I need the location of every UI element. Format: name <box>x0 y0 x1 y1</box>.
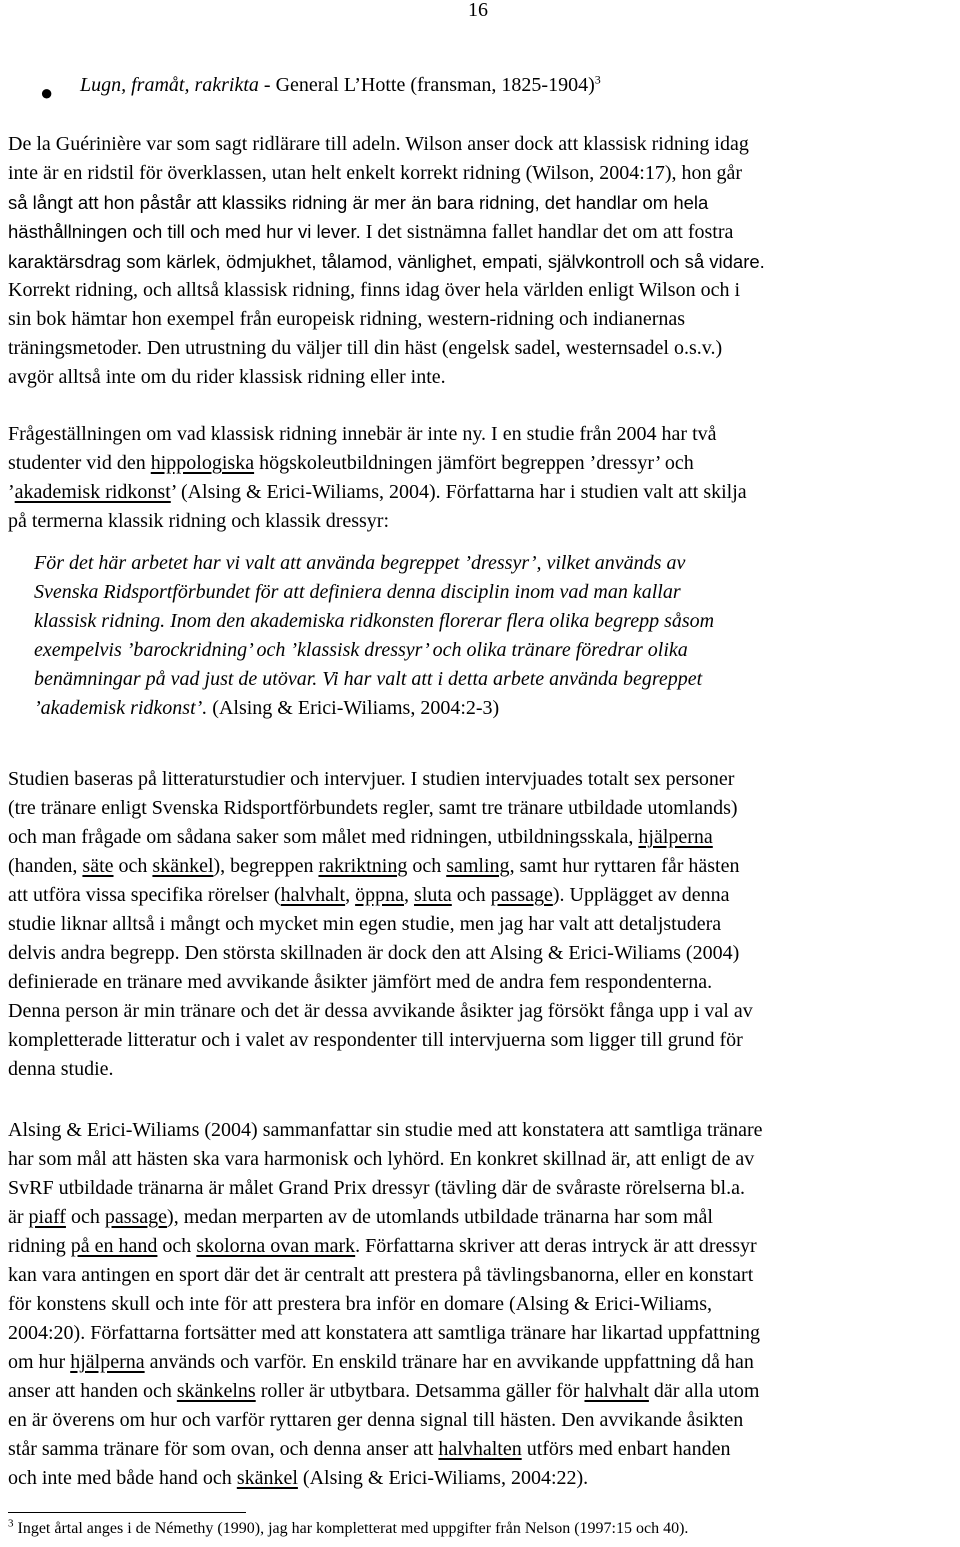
text-span: , <box>404 884 414 906</box>
text-line: på termerna klassik ridning och klassik dressyr: <box>8 510 390 532</box>
bullet-item <box>80 72 940 98</box>
text-span: . Författarna skriver att deras intryck är att dressyr <box>355 1235 757 1257</box>
page-number: 16 <box>468 0 488 21</box>
term-skankelns[interactable]: skänkelns <box>176 1380 256 1402</box>
text-span: I det sistnämna fallet handlar det om att fostra <box>360 221 734 243</box>
text-span: ), begreppen <box>213 855 319 877</box>
text-line: De la Guérinière var som sagt ridlärare till adeln. Wilson anser dock att klassisk ridning idag <box>8 133 749 155</box>
text-span: Frågeställningen om vad klassisk ridning innebär är inte ny. <box>8 423 487 445</box>
text-line: en är överens om hur och varför ryttaren ger denna signal till hästen. Den avvikande åsikten <box>8 1409 744 1431</box>
text-span: och <box>157 1235 197 1257</box>
text-line: Studien baseras på litteraturstudier och intervjuer. I studien intervjuades totalt sex personer <box>8 768 735 790</box>
block-quote <box>34 549 934 723</box>
quote-line: benämningar på vad just de utövar. Vi har valt att i detta arbete använda begreppet <box>34 668 703 690</box>
text-span: (handen, <box>8 855 83 877</box>
text-span: och man frågade om sådana saker som målet med ridningen, utbildningsskala, <box>8 826 639 848</box>
bullet-text: - General L’Hotte (fransman, 1825-1904) <box>258 74 595 96</box>
footnote <box>8 1518 952 1540</box>
text-span: anser att handen och <box>8 1380 177 1402</box>
term-passage[interactable]: passage <box>490 884 553 906</box>
text-line: kompletterade litteratur och i valet av respondenter till intervjuerna som ligger till grund för <box>8 1029 743 1051</box>
quote-line: För det här arbetet har vi valt att använda begreppet ’dressyr’, vilket används av <box>34 552 686 574</box>
text-line: så långt att hon påstår att klassiks ridning är mer än bara ridning, det handlar om hela <box>8 192 709 213</box>
text-span: studenter vid den <box>8 452 151 474</box>
text-span: ’ (Alsing & Erici-Wiliams, 2004). Författarna har i studien valt att skilja <box>170 481 747 503</box>
bullet-italic-text: Lugn, framåt, rakrikta <box>80 74 259 96</box>
text-span: och <box>451 884 491 906</box>
term-akademisk-ridkonst[interactable]: akademisk ridkonst <box>14 481 171 503</box>
term-skankel[interactable]: skänkel <box>152 855 214 877</box>
text-line: har som mål att hästen ska vara harmonisk och lyhörd. En konkret skillnad är, att enligt de av <box>8 1148 755 1170</box>
text-line: hästhållningen och till och med hur vi lever. <box>8 221 361 242</box>
text-span: och <box>113 855 153 877</box>
quote-line: klassisk ridning. Inom den akademiska ridkonsten florerar flera olika begrepp såsom <box>34 610 715 632</box>
term-sate[interactable]: säte <box>82 855 114 877</box>
text-span: utförs med enbart handen <box>521 1438 731 1460</box>
term-samling[interactable]: samling <box>446 855 510 877</box>
text-span: ridning <box>8 1235 71 1257</box>
text-span: , samt hur ryttaren får hästen <box>509 855 740 877</box>
text-span: (Alsing & Erici-Wiliams, 2004:22). <box>297 1467 589 1489</box>
paragraph-3 <box>8 765 952 1084</box>
text-line: sin bok hämtar hon exempel från europeisk ridning, western-ridning och indianernas <box>8 308 686 330</box>
text-span: I en studie från 2004 har två <box>486 423 717 445</box>
text-span: och inte med både hand och <box>8 1467 237 1489</box>
paragraph-1 <box>8 130 952 392</box>
footnote-number: 3 <box>8 1517 14 1530</box>
term-skolorna-ovan-mark[interactable]: skolorna ovan mark <box>196 1235 356 1257</box>
text-line: denna studie. <box>8 1058 114 1080</box>
quote-line: exempelvis ’barockridning’ och ’klassisk dressyr’ och olika tränare föredrar olika <box>34 639 688 661</box>
text-line: kan vara antingen en sport där det är centralt att prestera på tävlingsbanorna, eller en konstart <box>8 1264 754 1286</box>
footnote-text: Inget årtal anges i de Némethy (1990), jag har kompletterat med uppgifter från Nelson (1997:15 och 40). <box>13 1520 689 1537</box>
footnote-ref: 3 <box>594 72 601 87</box>
text-span: står samma tränare för som ovan, och denna anser att <box>8 1438 439 1460</box>
text-span: används och varför. En enskild tränare har en avvikande uppfattning då han <box>144 1351 754 1373</box>
paragraph-2 <box>8 420 952 536</box>
text-span: att utföra vissa specifika rörelser ( <box>8 884 281 906</box>
term-piaff[interactable]: piaff <box>28 1206 66 1228</box>
term-halvhalt[interactable]: halvhalt <box>280 884 346 906</box>
text-span: är <box>8 1206 29 1228</box>
text-line: Denna person är min tränare och det är dessa avvikande åsikter jag försökt fånga upp i val av <box>8 1000 753 1022</box>
text-line: Korrekt ridning, och alltså klassisk ridning, finns idag över hela världen enligt Wilson och i <box>8 279 741 301</box>
text-span: , <box>345 884 356 906</box>
text-line: SvRF utbildade tränarna är målet Grand Prix dressyr (tävling där de svåraste rörelserna bl.a. <box>8 1177 745 1199</box>
paragraph-4 <box>8 1116 952 1493</box>
text-line: inte är en ridstil för överklassen, utan helt enkelt korrekt ridning (Wilson, 2004:17), hon går <box>8 162 743 184</box>
term-sluta[interactable]: sluta <box>414 884 452 906</box>
text-span: om hur <box>8 1351 71 1373</box>
term-hjalperna[interactable]: hjälperna <box>70 1351 145 1373</box>
text-line: definierade en tränare med avvikande åsikter jämfört med de andra fem respondenterna. <box>8 971 713 993</box>
text-span: ). Upplägget av denna <box>552 884 730 906</box>
text-line: 2004:20). Författarna fortsätter med att konstatera att samtliga tränare har likartad uppfattning <box>8 1322 760 1344</box>
term-oppna[interactable]: öppna <box>355 884 404 906</box>
term-halvhalten[interactable]: halvhalten <box>438 1438 522 1460</box>
text-span: ’ <box>8 481 15 503</box>
quote-line: Svenska Ridsportförbundet för att definiera denna disciplin inom vad man kallar <box>34 581 681 603</box>
footnote-divider <box>8 1512 246 1513</box>
text-line: avgör alltså inte om du rider klassisk ridning eller inte. <box>8 366 446 388</box>
term-passage[interactable]: passage <box>104 1206 168 1228</box>
term-pa-en-hand[interactable]: på en hand <box>70 1235 158 1257</box>
text-line: träningsmetoder. Den utrustning du väljer till din häst (engelsk sadel, westernsadel o.s.v.) <box>8 337 723 359</box>
text-line: karaktärsdrag som kärlek, ödmjukhet, tålamod, vänlighet, empati, självkontroll och så vidare. <box>8 251 765 272</box>
text-line: delvis andra begrepp. Den största skillnaden är dock den att Alsing & Erici-Wiliams (2004) <box>8 942 740 964</box>
text-line: för konstens skull och inte för att prestera bra inför en domare (Alsing & Erici-Wiliams, <box>8 1293 712 1315</box>
term-hippologiska[interactable]: hippologiska <box>150 452 255 474</box>
quote-citation: (Alsing & Erici-Wiliams, 2004:2-3) <box>207 697 500 719</box>
text-span: och <box>65 1206 105 1228</box>
text-span: där alla utom <box>648 1380 760 1402</box>
quote-line: ’akademisk ridkonst’. <box>34 697 208 719</box>
text-span: och <box>407 855 447 877</box>
text-span: ), medan merparten av de utomlands utbildade tränarna har som mål <box>167 1206 713 1228</box>
text-span: roller är utbytbara. Detsamma gäller för <box>255 1380 585 1402</box>
term-skankel[interactable]: skänkel <box>236 1467 298 1489</box>
text-line: Alsing & Erici-Wiliams (2004) sammanfattar sin studie med att konstatera att samtliga tränare <box>8 1119 763 1141</box>
text-span: högskoleutbildningen jämfört begreppen ’dressyr’ och <box>254 452 694 474</box>
text-line: (tre tränare enligt Svenska Ridsportförbundets regler, samt tre tränare utbildade utomlands) <box>8 797 738 819</box>
term-halvhalt[interactable]: halvhalt <box>584 1380 649 1402</box>
term-rakriktning[interactable]: rakriktning <box>318 855 408 877</box>
text-line: studie liknar alltså i mångt och mycket min egen studie, men jag har valt att detaljstudera <box>8 913 722 935</box>
bullet-icon: ● <box>40 80 54 105</box>
term-hjalperna[interactable]: hjälperna <box>638 826 713 848</box>
